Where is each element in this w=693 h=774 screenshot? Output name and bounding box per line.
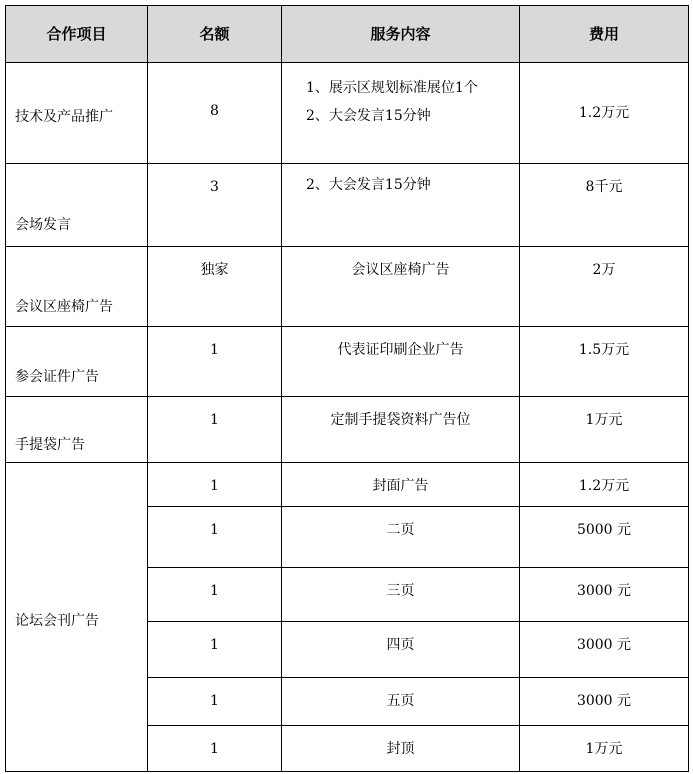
header-quota: 名额 [148, 6, 282, 63]
service-cell: 定制手提袋资料广告位 [282, 397, 520, 463]
item-cell: 参会证件广告 [6, 327, 148, 397]
fee-cell: 1万元 [520, 726, 689, 772]
item-cell: 会议区座椅广告 [6, 247, 148, 327]
quota-cell: 8 [148, 63, 282, 164]
item-cell: 会场发言 [6, 164, 148, 247]
service-cell: 封面广告 [282, 463, 520, 507]
service-line: 1、展示区规划标准展位1个 [306, 80, 478, 96]
sponsorship-table [5, 5, 689, 772]
table-row [6, 247, 689, 327]
header-service: 服务内容 [282, 6, 520, 63]
fee-cell: 1.2万元 [520, 63, 689, 164]
service-cell: 2、大会发言15分钟 [282, 164, 520, 247]
service-cell: 三页 [282, 568, 520, 622]
fee-cell: 1.5万元 [520, 327, 689, 397]
table-row [6, 327, 689, 397]
quota-cell: 1 [148, 397, 282, 463]
fee-cell: 3000 元 [520, 622, 689, 678]
item-cell: 手提袋广告 [6, 397, 148, 463]
fee-cell: 2万 [520, 247, 689, 327]
quota-cell: 1 [148, 463, 282, 507]
header-item: 合作项目 [6, 6, 148, 63]
service-cell: 封顶 [282, 726, 520, 772]
item-cell-forum: 论坛会刊广告 [6, 463, 148, 772]
service-line: 2、大会发言15分钟 [306, 108, 431, 124]
table-row [6, 463, 689, 507]
service-cell: 四页 [282, 622, 520, 678]
quota-cell: 1 [148, 726, 282, 772]
fee-cell: 8千元 [520, 164, 689, 247]
item-cell: 技术及产品推广 [6, 63, 148, 164]
table-row [6, 164, 689, 247]
table-row [6, 63, 689, 164]
table-row [6, 397, 689, 463]
fee-cell: 1.2万元 [520, 463, 689, 507]
header-row [6, 6, 689, 63]
header-fee: 费用 [520, 6, 689, 63]
fee-cell: 5000 元 [520, 507, 689, 568]
service-cell [282, 63, 520, 164]
quota-cell: 3 [148, 164, 282, 247]
fee-cell: 3000 元 [520, 568, 689, 622]
quota-cell: 1 [148, 568, 282, 622]
quota-cell: 1 [148, 678, 282, 726]
quota-cell: 独家 [148, 247, 282, 327]
fee-cell: 1万元 [520, 397, 689, 463]
service-cell: 代表证印刷企业广告 [282, 327, 520, 397]
fee-cell: 3000 元 [520, 678, 689, 726]
quota-cell: 1 [148, 507, 282, 568]
quota-cell: 1 [148, 622, 282, 678]
quota-cell: 1 [148, 327, 282, 397]
service-cell: 会议区座椅广告 [282, 247, 520, 327]
service-cell: 五页 [282, 678, 520, 726]
service-cell: 二页 [282, 507, 520, 568]
